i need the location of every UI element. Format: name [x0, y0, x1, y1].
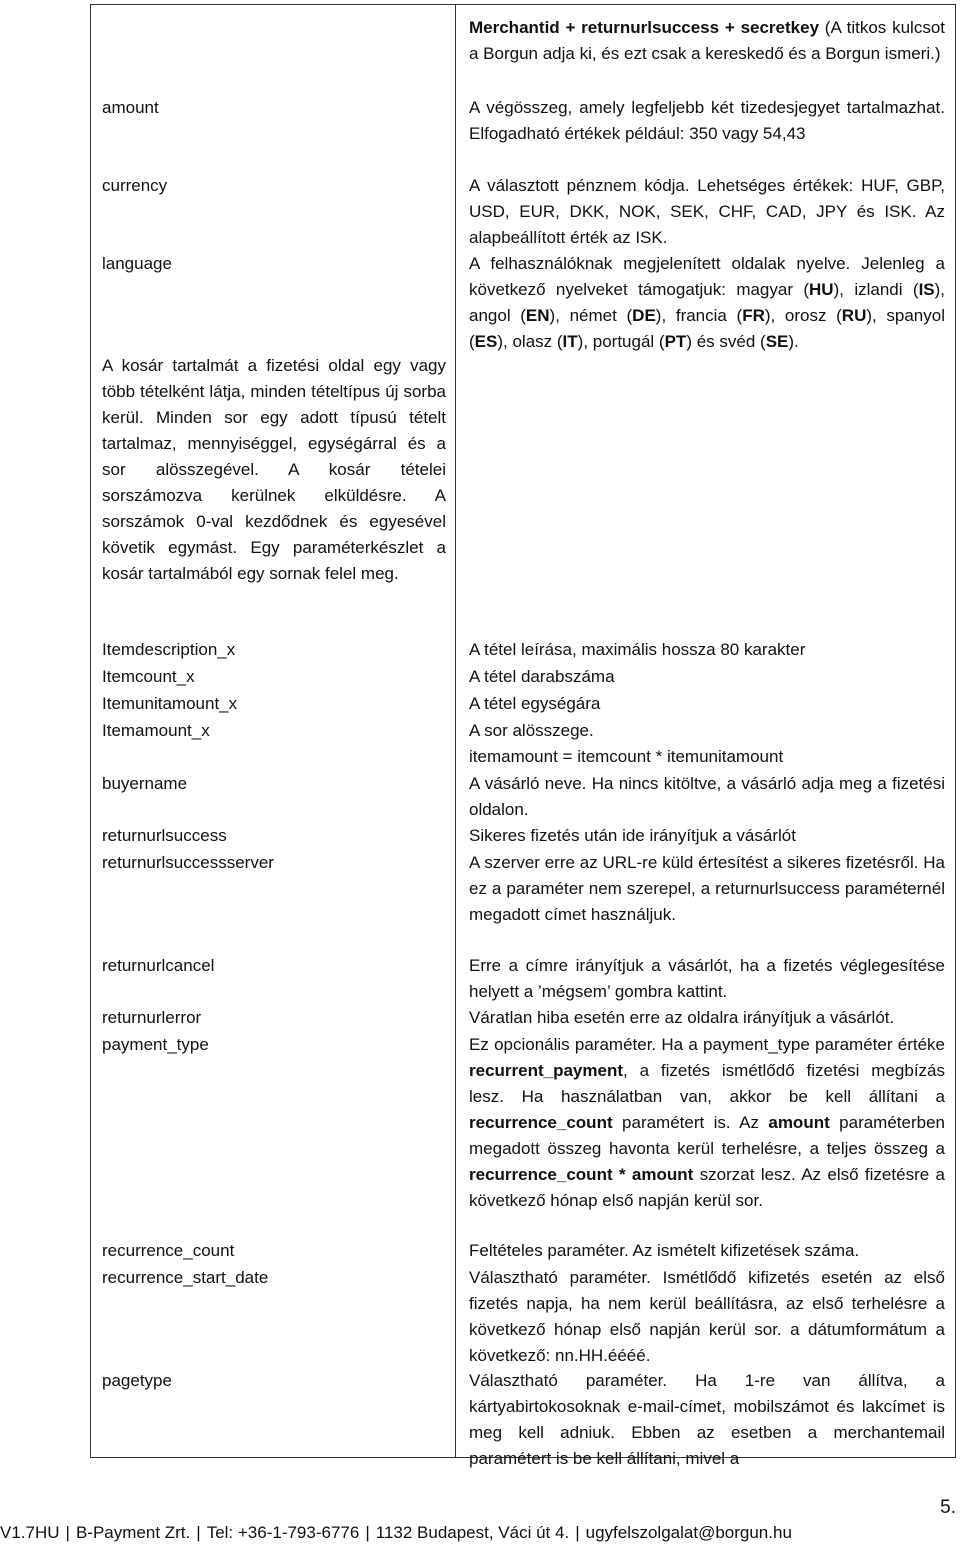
parameter-name: Itemdescription_x [102, 640, 236, 659]
description-text: ), német ( [549, 306, 633, 325]
parameter-name: pagetype [102, 1371, 172, 1390]
description-text: Erre a címre irányítjuk a vásárlót, ha a fizetés véglegesítése helyett a ’mégsem’ gombra kattint. [469, 956, 945, 1001]
formula-line: itemamount = itemcount * itemunitamount [469, 747, 784, 766]
parameter-name: Itemcount_x [102, 667, 195, 686]
footer-email: ugyfelszolgalat@borgun.hu [585, 1523, 792, 1542]
description-text: ), olasz ( [497, 332, 563, 351]
bold-term: recurrence_count * amount [469, 1165, 694, 1184]
parameter-name: payment_type [102, 1035, 209, 1054]
parameter-description [469, 637, 945, 663]
parameter-description [469, 251, 945, 355]
bold-term: FR [742, 306, 765, 325]
bold-term: amount [768, 1113, 830, 1132]
parameter-name: returnurlcancel [102, 956, 215, 975]
parameter-description [469, 953, 945, 1005]
parameter-description [469, 771, 945, 823]
cart-description: A kosár tartalmát a fizetési oldal egy vagy több tételként látja, minden tételtípus új sorba kerül. Minden sor egy adott típusú tételt tartalmaz, mennyiséggel, egységárral és a sor alösszegével. A kosár tételei sorszámozva kerülnek elküldésre. A sorszámok 0-val kezdődnek és egyesével követik egymást. Egy paraméterkészlet a kosár tartalmából egy sornak felel meg. [102, 356, 446, 583]
description-text: paramétert is. Az [612, 1113, 769, 1132]
description-text: A tétel egységára [469, 694, 601, 713]
description-text: ). [788, 332, 799, 351]
description-text: A vásárló neve. Ha nincs kitöltve, a vásárló adja meg a fizetési oldalon. [469, 774, 945, 819]
footer-company: B-Payment Zrt. [75, 1523, 191, 1542]
description-text: szorzat lesz. Az első fizetésre a következő hónap első napján kerül sor. [469, 1165, 945, 1210]
parameter-name: language [102, 254, 172, 273]
parameter-description [469, 850, 945, 928]
description-text: A szerver erre az URL-re küld értesítést a sikeres fizetésről. Ha ez a paraméter nem szerepel, a returnurlsuccess paraméternél megadott címet használjuk. [469, 853, 945, 924]
description-text: A felhasználóknak megjelenített oldalak nyelve. Jelenleg a következő nyelveket támogatjuk: magyar ( [469, 254, 945, 299]
description-text: ), izlandi ( [833, 280, 919, 299]
description-text: (A titkos kulcsot a Borgun adja ki, és ezt csak a kereskedő és a Borgun ismeri.) [469, 18, 945, 63]
parameter-table [90, 4, 956, 1468]
parameter-description [469, 1368, 945, 1472]
bold-term: recurrence_count [469, 1113, 613, 1132]
description-text: paraméterben megadott összeg havonta kerül terhelésre, a teljes összeg a [469, 1113, 945, 1158]
description-text: A végösszeg, amely legfeljebb két tizedesjegyet tartalmazhat. Elfogadható értékek például: 350 vagy 54,43 [469, 98, 945, 143]
parameter-name: amount [102, 98, 159, 117]
bold-term: recurrent_payment [469, 1061, 624, 1080]
bold-term: DE [632, 306, 656, 325]
parameter-description [469, 95, 945, 147]
description-text: Sikeres fizetés után ide irányítjuk a vásárlót [469, 826, 796, 845]
parameter-name: recurrence_count [102, 1241, 235, 1260]
footer-phone: Tel: +36-1-793-6776 [206, 1523, 360, 1542]
description-text: Váratlan hiba esetén erre az oldalra irányítjuk a vásárlót. [469, 1008, 895, 1027]
bold-term: EN [525, 306, 550, 325]
description-text: ) és svéd ( [686, 332, 766, 351]
description-text: ), angol ( [469, 280, 946, 325]
parameter-description [469, 823, 945, 849]
page-footer: V1.7HU | B-Payment Zrt. | Tel: +36-1-793-6776 | 1132 Budapest, Váci út 4. | ugyfelszolgalat@borgun.hu [0, 1523, 792, 1542]
description-text: , a fizetés ismétlődő fizetési megbízás lesz. Ha használatban van, akkor be kell állítani a [469, 1061, 945, 1106]
parameter-description [469, 1032, 945, 1214]
parameter-description [469, 1265, 945, 1369]
bold-term: IS [918, 280, 935, 299]
description-text: A tétel leírása, maximális hossza 80 karakter [469, 640, 806, 659]
parameter-description [469, 1005, 945, 1031]
description-text: Választható paraméter. Ha 1-re van állítva, a kártyabirtokosoknak e-mail-címet, mobilszámot és lakcímet is meg kell adniuk. Ebben az esetben a merchantemail paramétert is be kell állítani, mivel a [469, 1371, 945, 1468]
parameter-name: buyername [102, 774, 188, 793]
bold-term: RU [841, 306, 867, 325]
description-text: Választható paraméter. Ismétlődő kifizetés esetén az első fizetés napja, ha nem kerül beállításra, az első terhelésre a következő hónap első napján kerül sor. a dátumformátum a következő: nn.HH.éééé. [469, 1268, 945, 1365]
page-number: 5. [940, 1497, 956, 1518]
parameter-description [469, 15, 945, 67]
bold-term: SE [765, 332, 789, 351]
parameter-name: returnurlerror [102, 1008, 202, 1027]
bold-term: HU [809, 280, 834, 299]
parameter-description [469, 718, 945, 770]
description-text: ), portugál ( [577, 332, 665, 351]
description-text: A tétel darabszáma [469, 667, 615, 686]
footer-version: V1.7HU [0, 1523, 60, 1542]
parameter-name: recurrence_start_date [102, 1268, 269, 1287]
parameter-name: returnurlsuccess [102, 826, 227, 845]
parameter-name: Itemunitamount_x [102, 694, 238, 713]
description-text: ), orosz ( [764, 306, 842, 325]
description-text: ), spanyol ( [469, 306, 945, 351]
bold-term: Merchantid + returnurlsuccess + secretkey [469, 18, 820, 37]
parameter-description [469, 664, 945, 690]
column-divider [455, 5, 456, 1457]
bold-term: PT [664, 332, 687, 351]
parameter-name: returnurlsuccessserver [102, 853, 274, 872]
description-text: A sor alösszege. [469, 721, 594, 740]
bold-term: ES [474, 332, 498, 351]
description-text: Feltételes paraméter. Az ismételt kifizetések száma. [469, 1241, 860, 1260]
description-text: Ez opcionális paraméter. Ha a payment_type paraméter értéke [469, 1035, 945, 1054]
footer-address: 1132 Budapest, Váci út 4. [375, 1523, 570, 1542]
parameter-description [469, 173, 945, 251]
parameter-description [469, 1238, 945, 1264]
parameter-description [469, 691, 945, 717]
description-text: A választott pénznem kódja. Lehetséges értékek: HUF, GBP, USD, EUR, DKK, NOK, SEK, CHF, CAD, JPY és ISK. Az alapbeállított érték az ISK. [469, 176, 945, 247]
description-text: ), francia ( [655, 306, 743, 325]
parameter-name: Itemamount_x [102, 721, 210, 740]
parameter-name: currency [102, 176, 168, 195]
bold-term: IT [562, 332, 578, 351]
